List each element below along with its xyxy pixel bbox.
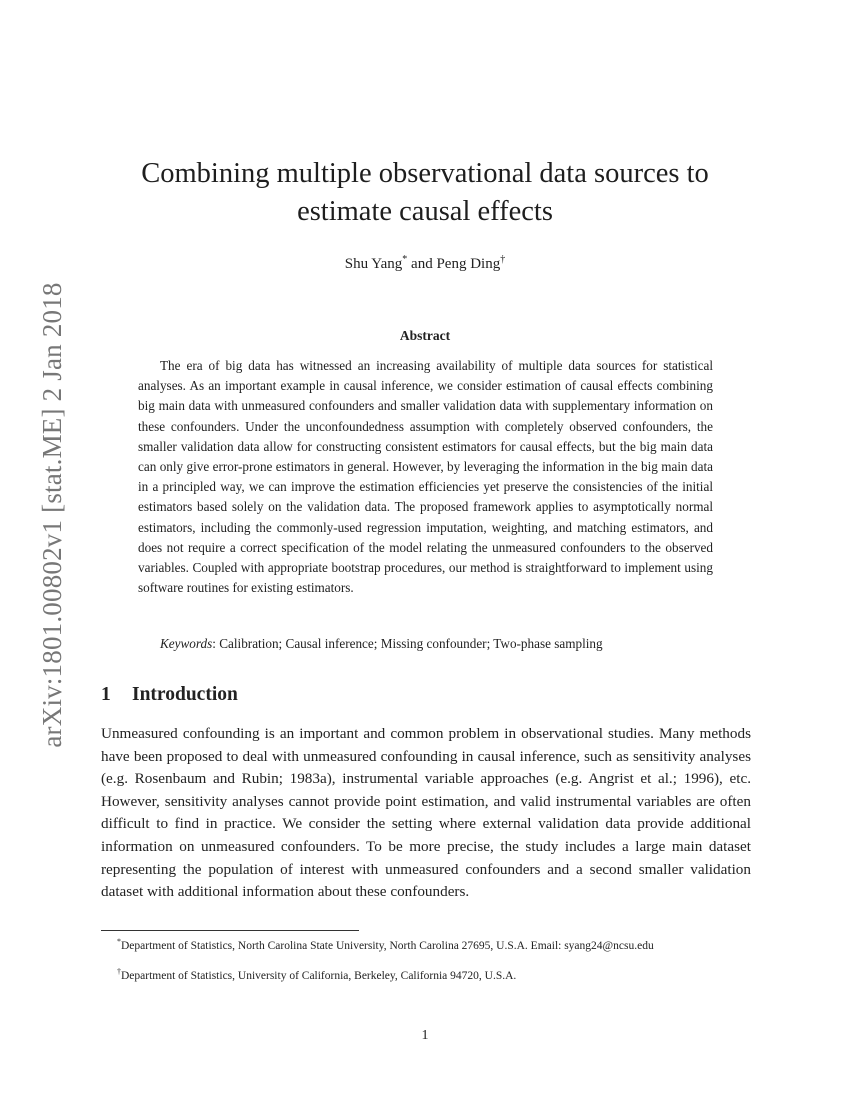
introduction-paragraph: Unmeasured confounding is an important and common problem in observational studies. Many methods have been proposed to deal with unmeasured confounding in causal inference, such as sensitivity analyses (e.g. Rosenbaum and Rubin; 1983a), instrumental variable approaches (e.g. Angrist et al.; 1996), etc. However, sensitivity analyses cannot provide point estimation, and valid instrumental variables are often difficult to find in practice. We consider the setting where external validation data provide additional information on unmeasured confounders. To be more precise, the study includes a large main dataset representing the population of interest with unmeasured confounders and a second smaller validation dataset with additional information about these confounders. [101,725,751,901]
footnote-mark: * [402,254,408,265]
footnote-mark: † [500,254,506,265]
section-heading [101,682,238,708]
section-number: 1 [101,684,111,705]
author-name: Shu Yang [344,256,403,272]
footnote-text: Department of Statistics, North Carolina State University, North Carolina 27695, U.S.A. Email: syang24@ncsu.edu [121,939,654,952]
footnote-divider [101,930,359,931]
keywords-line [160,634,720,654]
keywords-label: Keywords [160,636,213,651]
keywords-list: : Calibration; Causal inference; Missing confounder; Two-phase sampling [212,636,603,651]
footnote-mark: † [117,967,121,976]
abstract-heading: Abstract [399,328,451,343]
author-name: Peng Ding [436,256,501,272]
footnote [101,934,751,954]
footnote [101,964,751,984]
arxiv-identifier-stamp: arXiv:1801.00802v1 [stat.ME] 2 Jan 2018 [37,282,67,748]
author-line [100,250,750,274]
footnote-text: Department of Statistics, University of California, Berkeley, California 94720, U.S.A. [121,969,517,982]
abstract-text: The era of big data has witnessed an increasing availability of multiple data sources for statistical analyses. As an important example in causal inference, we consider estimation of causal effects combining big main data with unmeasured confounders and smaller validation data with supplementary information on these confounders. Under the unconfoundedness assumption with completely observed confounders, the smaller validation data allow for constructing consistent estimators for causal effects, but the big main data can only give error-prone estimators in general. However, by leveraging the information in the big main data in a principled way, we can improve the estimation efficiencies yet preserve the consistencies of the initial estimators based solely on the validation data. The proposed framework applies to asymptotically normal estimators, including the commonly-used regression imputation, weighting, and matching estimators, and does not require a correct specification of the model relating the unmeasured confounders to the observed variables. Coupled with appropriate bootstrap procedures, our method is straightforward to implement using software routines for existing estimators. [138,358,713,596]
section-title: Introduction [132,684,238,705]
paper-title: Combining multiple observational data sources to estimate causal effects [141,158,709,227]
page-number: 1 [421,1028,429,1043]
footnote-mark: * [117,937,121,946]
author-conjunction: and [407,256,437,272]
